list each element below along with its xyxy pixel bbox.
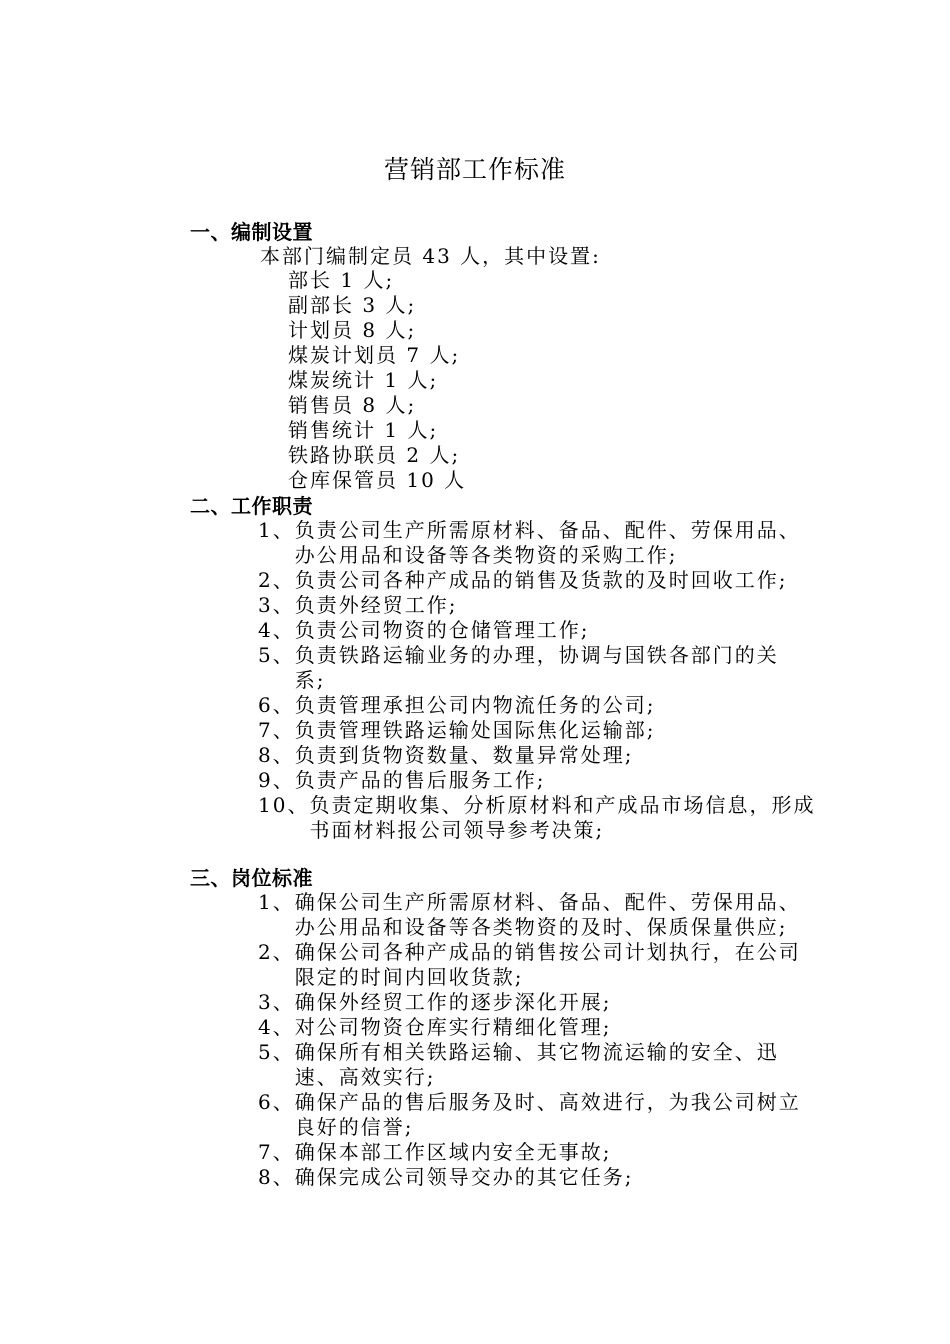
item-text: 负责定期收集、分析原材料和产成品市场信息，形成书面材料报公司领导参考决策; [309, 793, 816, 842]
staff-item: 煤炭计划员 7 人; [288, 343, 461, 367]
item-number: 1、 [258, 518, 295, 542]
list-item [258, 618, 838, 643]
item-number: 3、 [258, 593, 295, 617]
item-number: 7、 [258, 718, 295, 742]
list-item [258, 1090, 838, 1140]
item-text: 负责公司各种产成品的销售及货款的及时回收工作; [294, 568, 788, 592]
staff-list [288, 268, 466, 493]
item-number: 10、 [258, 793, 310, 817]
list-item [258, 743, 838, 768]
item-text: 确保完成公司领导交办的其它任务; [294, 1165, 634, 1189]
item-number: 9、 [258, 768, 295, 792]
staff-item: 销售统计 1 人; [288, 418, 439, 442]
item-number: 1、 [258, 890, 295, 914]
list-item [258, 518, 838, 568]
section-heading-duties: 二、工作职责 [190, 494, 313, 518]
list-item [258, 643, 838, 693]
item-number: 8、 [258, 1165, 295, 1189]
item-text: 确保公司各种产成品的销售按公司计划执行，在公司限定的时间内回收货款; [294, 940, 801, 989]
list-item [258, 793, 838, 843]
item-text: 负责到货物资数量、数量异常处理; [294, 743, 634, 767]
list-item [258, 1165, 838, 1190]
list-item [258, 990, 838, 1015]
item-number: 5、 [258, 643, 295, 667]
staff-item: 部长 1 人; [288, 268, 395, 292]
item-text: 确保公司生产所需原材料、备品、配件、劳保用品、办公用品和设备等各类物资的及时、保质保量供应; [294, 890, 801, 939]
item-text: 负责公司生产所需原材料、备品、配件、劳保用品、办公用品和设备等各类物资的采购工作; [294, 518, 801, 567]
list-item [258, 768, 838, 793]
item-text: 负责管理铁路运输处国际焦化运输部; [294, 718, 656, 742]
item-number: 6、 [258, 693, 295, 717]
item-text: 负责管理承担公司内物流任务的公司; [294, 693, 656, 717]
list-item [258, 1015, 838, 1040]
staff-item: 仓库保管员 10 人 [288, 468, 467, 492]
list-item [258, 890, 838, 940]
staff-item: 铁路协联员 2 人; [288, 443, 461, 467]
list-item [258, 568, 838, 593]
item-text: 负责产品的售后服务工作; [294, 768, 546, 792]
item-number: 2、 [258, 940, 295, 964]
item-number: 7、 [258, 1140, 295, 1164]
list-item [258, 593, 838, 618]
item-number: 2、 [258, 568, 295, 592]
staff-item: 副部长 3 人; [288, 293, 417, 317]
list-item [258, 1140, 838, 1165]
duties-list [258, 518, 838, 843]
item-text: 负责铁路运输业务的办理，协调与国铁各部门的关系; [294, 643, 779, 692]
item-text: 确保所有相关铁路运输、其它物流运输的安全、迅速、高效实行; [294, 1040, 779, 1089]
item-number: 8、 [258, 743, 295, 767]
item-text: 确保外经贸工作的逐步深化开展; [294, 990, 612, 1014]
item-number: 5、 [258, 1040, 295, 1064]
staff-item: 煤炭统计 1 人; [288, 368, 439, 392]
document-title: 营销部工作标准 [383, 155, 566, 184]
item-text: 负责公司物资的仓储管理工作; [294, 618, 590, 642]
list-item [258, 940, 838, 990]
item-number: 4、 [258, 1015, 295, 1039]
standards-list [258, 890, 838, 1190]
item-text: 确保产品的售后服务及时、高效进行，为我公司树立良好的信誉; [294, 1090, 801, 1139]
item-number: 4、 [258, 618, 295, 642]
section-heading-staffing: 一、编制设置 [190, 220, 313, 244]
section-heading-standards: 三、岗位标准 [190, 866, 313, 890]
list-item [258, 693, 838, 718]
staffing-intro: 本部门编制定员 43 人，其中设置: [260, 244, 601, 268]
item-number: 3、 [258, 990, 295, 1014]
item-number: 6、 [258, 1090, 295, 1114]
item-text: 负责外经贸工作; [294, 593, 458, 617]
item-text: 对公司物资仓库实行精细化管理; [294, 1015, 612, 1039]
item-text: 确保本部工作区域内安全无事故; [294, 1140, 612, 1164]
list-item [258, 1040, 838, 1090]
list-item [258, 718, 838, 743]
staff-item: 销售员 8 人; [288, 393, 417, 417]
staff-item: 计划员 8 人; [288, 318, 417, 342]
